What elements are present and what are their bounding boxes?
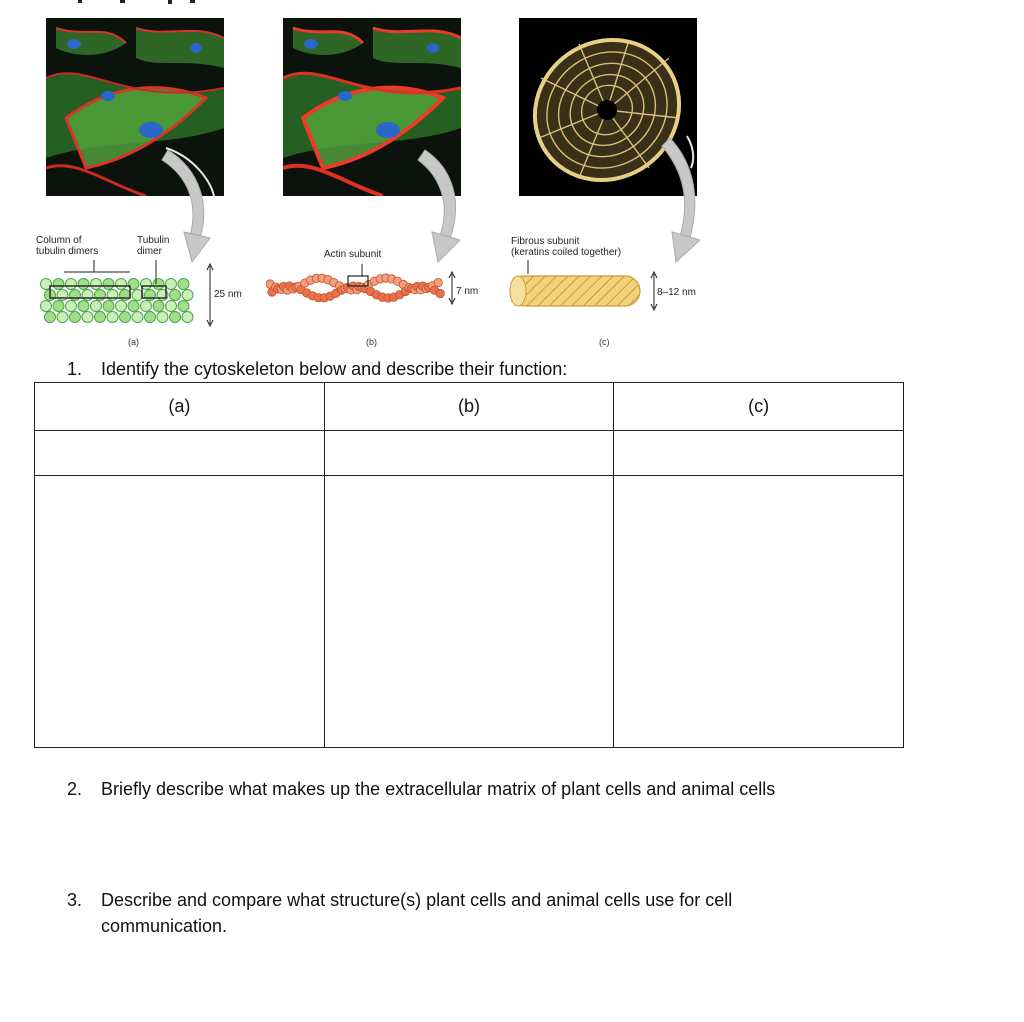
actin-filament-diagram [266,262,466,312]
question-1-number: 1. [67,359,83,379]
dimension-25nm: 25 nm [214,289,242,300]
table-header-c: (c) [614,383,904,431]
question-3-text: Describe and compare what structure(s) plant cells and animal cells use for cell [101,890,733,910]
question-3 [67,887,967,941]
dimension-7nm: 7 nm [456,286,479,297]
answer-cell-function-c[interactable] [614,476,904,748]
answer-cell-function-a[interactable] [35,476,325,748]
figure-letter-c: (c) [599,337,610,347]
question-1-text: Identify the cytoskeleton below and describe their function: [101,359,568,379]
label-tubulin-column: Column of tubulin dimers [36,235,99,257]
question-3-number: 3. [67,890,83,910]
answer-cell-name-b[interactable] [324,430,614,475]
question-2-text: Briefly describe what makes up the extracellular matrix of plant cells and animal cells [101,779,776,799]
answer-cell-name-a[interactable] [35,430,325,475]
dimension-8-12nm: 8–12 nm [657,287,696,298]
answer-cell-function-b[interactable] [324,476,614,748]
label-actin-subunit: Actin subunit [324,249,382,260]
question-2 [67,776,967,802]
microtubule-diagram [34,258,234,328]
cytoskeleton-table [34,382,904,748]
question-2-number: 2. [67,779,83,799]
question-3-text-continued: communication. [101,916,228,936]
table-header-a: (a) [35,383,325,431]
label-fibrous-subunit: Fibrous subunit (keratins coiled together) [511,236,622,258]
figure-letter-b: (b) [366,337,377,347]
label-tubulin-dimer: Tubulin dimer [137,235,170,257]
answer-cell-name-c[interactable] [614,430,904,475]
question-1 [67,356,967,382]
figure-letter-a: (a) [128,337,139,347]
table-header-b: (b) [324,383,614,431]
intermediate-filament-diagram [506,258,676,318]
pointer-arrows [0,0,1024,270]
